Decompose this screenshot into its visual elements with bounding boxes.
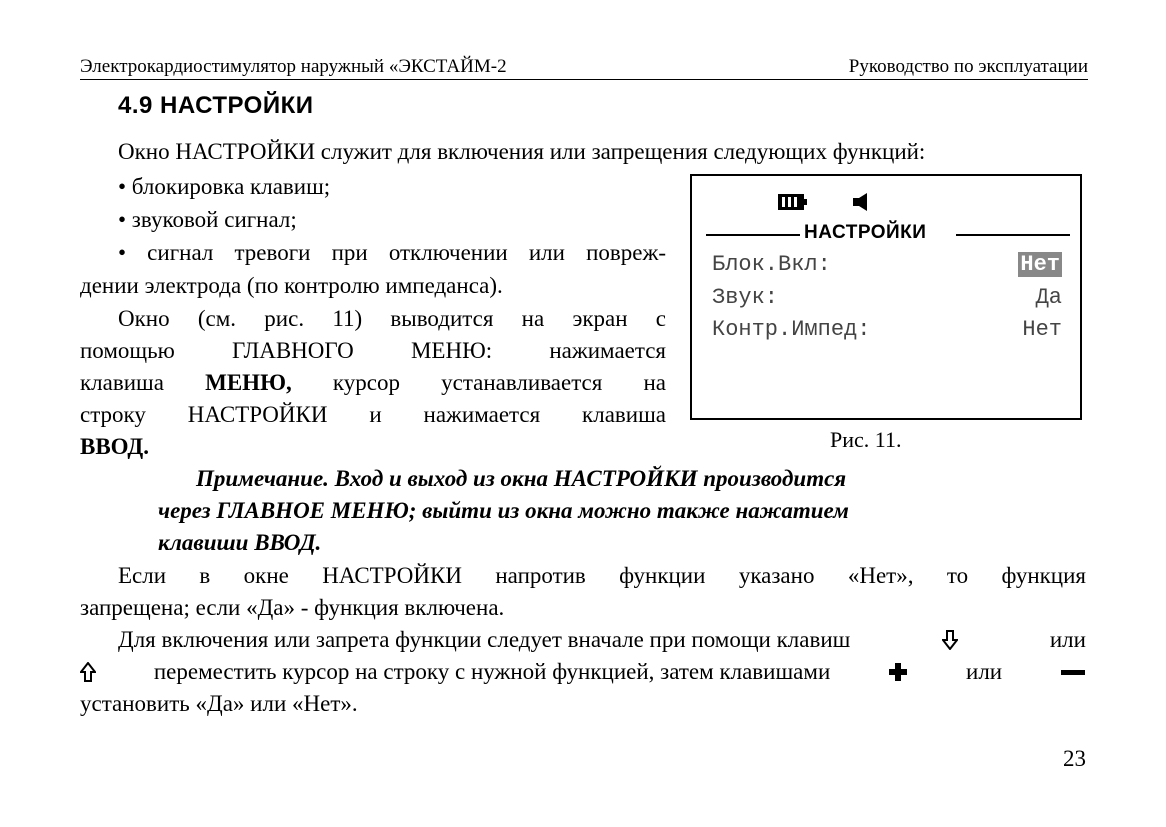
key-enter: ВВОД. bbox=[80, 434, 149, 459]
figure-title-rule-right bbox=[956, 234, 1070, 236]
speaker-icon bbox=[852, 193, 874, 211]
row-value-key-lock: Нет bbox=[1020, 252, 1060, 277]
header-rule bbox=[80, 79, 1088, 80]
running-header-left: Электрокардиостимулятор наружный «ЭКСТАЙМ-2 bbox=[80, 56, 507, 77]
figure-caption: Рис. 11. bbox=[830, 427, 902, 452]
note-line3: клавиши ВВОД. bbox=[158, 530, 322, 555]
bullet-alarm-cont: дении электрода (по контролю импеданса). bbox=[80, 273, 503, 298]
battery-icon bbox=[778, 194, 804, 210]
para4-line1: Для включения или запрета функции следует вначале при помощи клавиш или bbox=[118, 627, 1086, 652]
para2-line1: Окно (см. рис. 11) выводится на экран с bbox=[118, 306, 666, 331]
arrow-up-icon bbox=[80, 662, 96, 682]
row-value-sound: Да bbox=[1035, 285, 1062, 310]
arrow-down-icon bbox=[942, 630, 958, 650]
settings-screen-figure bbox=[690, 174, 1082, 420]
para2-line4: строку НАСТРОЙКИ и нажимается клавиша bbox=[80, 402, 666, 427]
bullet-key-lock: • блокировка клавиш; bbox=[118, 174, 331, 199]
section-title: 4.9 НАСТРОЙКИ bbox=[118, 92, 314, 119]
note-line2: через ГЛАВНОЕ МЕНЮ; выйти из окна можно также нажатием bbox=[158, 498, 849, 523]
figure-title: НАСТРОЙКИ bbox=[804, 222, 927, 243]
para4-line3: установить «Да» или «Нет». bbox=[80, 691, 358, 716]
note-line1: Примечание. Вход и выход из окна НАСТРОЙКИ производится bbox=[196, 466, 847, 491]
running-header-right: Руководство по эксплуатации bbox=[848, 56, 1088, 77]
plus-icon bbox=[888, 662, 908, 682]
para4-line2: переместить курсор на строку с нужной функцией, затем клавишами или bbox=[80, 656, 1086, 688]
bullet-sound: • звуковой сигнал; bbox=[118, 207, 297, 232]
para2-line3: клавиша МЕНЮ, курсор устанавливается на bbox=[80, 370, 666, 395]
row-label-key-lock: Блок.Вкл: bbox=[712, 252, 831, 277]
figure-title-rule-left bbox=[706, 234, 800, 236]
row-label-impedance: Контр.Импед: bbox=[712, 317, 871, 342]
page-number: 23 bbox=[1063, 746, 1086, 771]
para2-line2: помощью ГЛАВНОГО МЕНЮ: нажимается bbox=[80, 338, 666, 363]
row-value-impedance: Нет bbox=[1022, 317, 1062, 342]
para3-line2: запрещена; если «Да» - функция включена. bbox=[80, 595, 505, 620]
minus-icon bbox=[1060, 662, 1086, 682]
intro-text: Окно НАСТРОЙКИ служит для включения или запрещения следующих функций: bbox=[118, 139, 926, 164]
bullet-alarm: • сигнал тревоги при отключении или повреж- bbox=[118, 240, 666, 265]
row-label-sound: Звук: bbox=[712, 285, 779, 310]
para3-line1: Если в окне НАСТРОЙКИ напротив функции указано «Нет», то функция bbox=[118, 563, 1086, 588]
key-menu: МЕНЮ, bbox=[205, 370, 292, 395]
